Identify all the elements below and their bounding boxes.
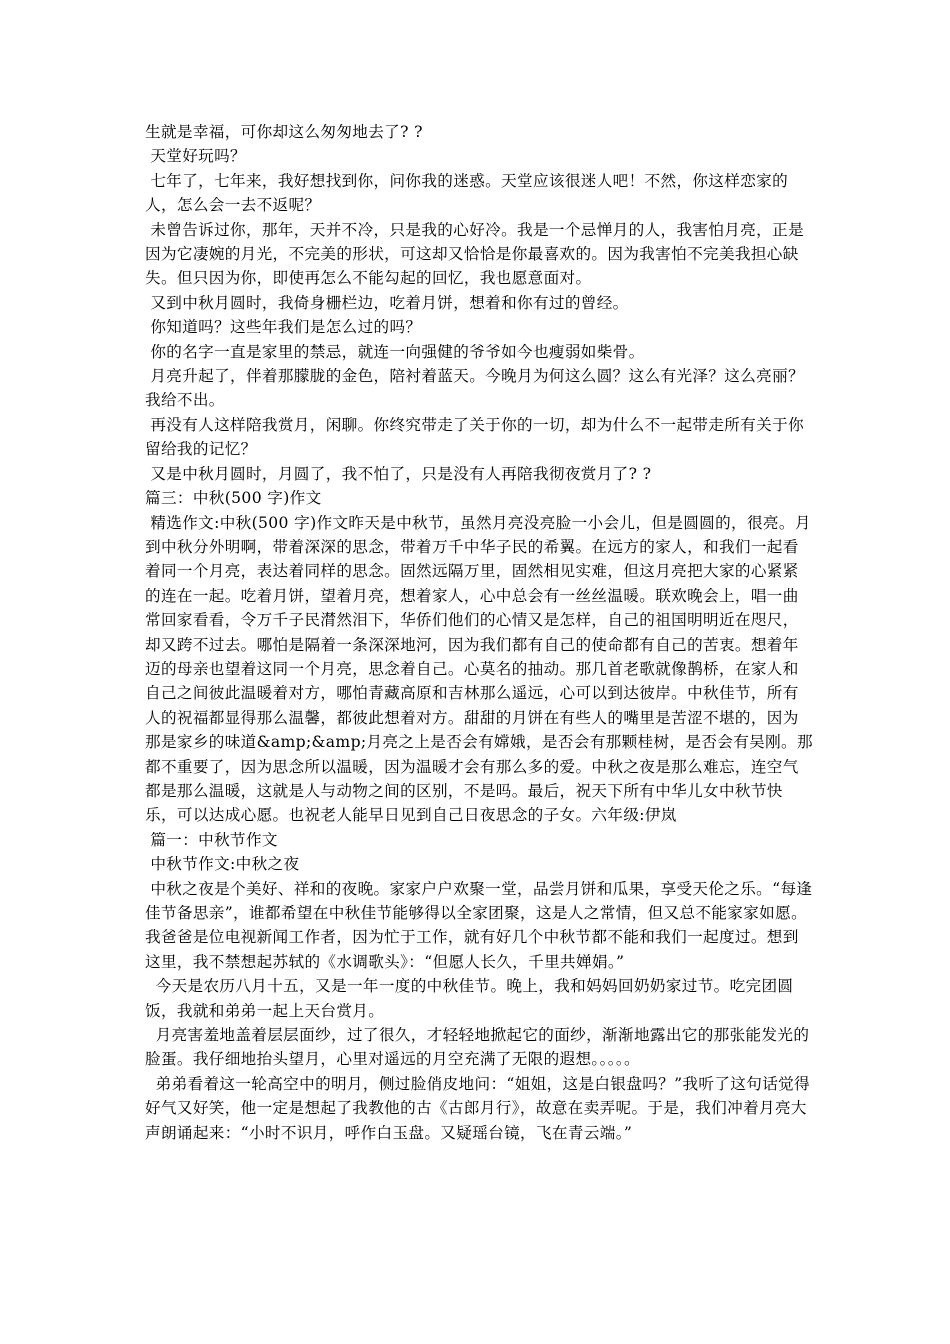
paragraph: 未曾告诉过你，那年，天并不冷，只是我的心好冷。我是一个忌惮月的人，我害怕月亮，正是因为它凄婉的月光，不完美的形状，可这却又恰恰是你最喜欢的。因为我害怕不完美我担心缺失。但只因为你，即使再怎么不能勾起的回忆，我也愿意面对。 — [145, 220, 805, 288]
paragraph: 你的名字一直是家里的禁忌，就连一向强健的爷爷如今也瘦弱如柴骨。 — [145, 342, 645, 361]
paragraph: 天堂好玩吗？ — [145, 147, 246, 166]
section-heading: 篇三：中秋(500 字)作文 — [145, 489, 322, 508]
paragraph: 又是中秋月圆时，月圆了，我不怕了，只是没有人再陪我彻夜赏月了? ? — [145, 464, 652, 483]
paragraph: 月亮害羞地盖着层层面纱，过了很久，才轻轻地掀起它的面纱，渐渐地露出它的那张能发光的脸蛋。我仔细地抬头望月，心里对遥远的月空充满了无限的遐想。。。。。 — [145, 1026, 810, 1069]
paragraph: 七年了，七年来，我好想找到你，问你我的迷惑。天堂应该很迷人吧！不然，你这样恋家的人，怎么会一去不返呢？ — [145, 171, 789, 215]
section-heading: 篇一：中秋节作文 — [145, 830, 278, 849]
paragraph: 弟弟看着这一轮高空中的明月，侧过脸俏皮地问：“姐姐，这是白银盘吗？”我听了这句话觉得好气又好笑，他一定是想起了我教他的古《古郎月行》，故意在卖弄呢。于是，我们冲着月亮大声朗诵起来：“小时不识月，呼作白玉盘。又疑瑶台镜，飞在青云端。” — [145, 1074, 811, 1142]
paragraph: 月亮升起了，伴着那朦胧的金色，陪衬着蓝天。今晚月为何这么圆？这么有光泽？这么亮丽？我给不出。 — [145, 367, 805, 410]
paragraph: 又到中秋月圆时，我倚身栅栏边，吃着月饼，想着和你有过的曾经。 — [145, 293, 629, 312]
paragraph: 再没有人这样陪我赏月，闲聊。你终究带走了关于你的一切，却为什么不一起带走所有关于你留给我的记忆？ — [145, 415, 805, 459]
paragraph: 中秋之夜是个美好、祥和的夜晚。家家户户欢聚一堂，品尝月饼和瓜果，享受天伦之乐。“每逢佳节备思亲”，谁都希望在中秋佳节能够得以全家团聚，这是人之常情，但又总不能家家如愿。我爸爸是位电视新闻工作者，因为忙于工作，就有好几个中秋节都不能和我们一起度过。想到这里，我不禁想起苏轼的《水调歌头》：“但愿人长久，千里共婵娟。” — [145, 879, 813, 971]
document-body — [145, 120, 813, 1145]
essay-title: 中秋节作文:中秋之夜 — [145, 855, 300, 874]
paragraph: 精选作文:中秋(500 字)作文昨天是中秋节，虽然月亮没亮脸一小会儿，但是圆圆的，很亮。月到中秋分外明啊，带着深深的思念，带着万千中华子民的希翼。在远方的家人，和我们一起看着同一个月亮，表达着同样的思念。固然远隔万里，固然相见实难，但这月亮把大家的心紧紧的连在一起。吃着月饼，望着月亮，想着家人，心中总会有一丝丝温暖。联欢晚会上，唱一曲常回家看看，令万千子民潸然泪下，华侨们他们的心情又是怎样，自己的祖国明明近在咫尺，却又跨不过去。哪怕是隔着一条深深地河，因为我们都有自己的使命都有自己的苦衷。想着年迈的母亲也望着这同一个月亮，思念着自己。心莫名的抽动。那几首老歌就像鹊桥，在家人和自己之间彼此温暖着对方，哪怕青藏高原和吉林那么遥远，心可以到达彼岸。中秋佳节，所有人的祝福都显得那么温馨，都彼此想着对方。甜甜的月饼在有些人的嘴里是苦涩不堪的，因为那是家乡的味道&amp;&amp;月亮之上是否会有嫦娥，是否会有那颗桂树，是否会有吴刚。那都不重要了，因为思念所以温暖，因为温暖才会有那么多的爱。中秋之夜是那么难忘，连空气都是那么温暖，这就是人与动物之间的区别，不是吗。最后，祝天下所有中华儿女中秋节快乐，可以达成心愿。也祝老人能早日见到自己日夜思念的子女。六年级:伊岚 — [145, 513, 813, 825]
paragraph: 今天是农历八月十五，又是一年一度的中秋佳节。晚上，我和妈妈回奶奶家过节。吃完团圆饭，我就和弟弟一起上天台赏月。 — [145, 977, 794, 1020]
paragraph: 生就是幸福，可你却这么匆匆地去了? ? — [145, 123, 423, 141]
paragraph: 你知道吗？这些年我们是怎么过的吗？ — [145, 318, 422, 337]
